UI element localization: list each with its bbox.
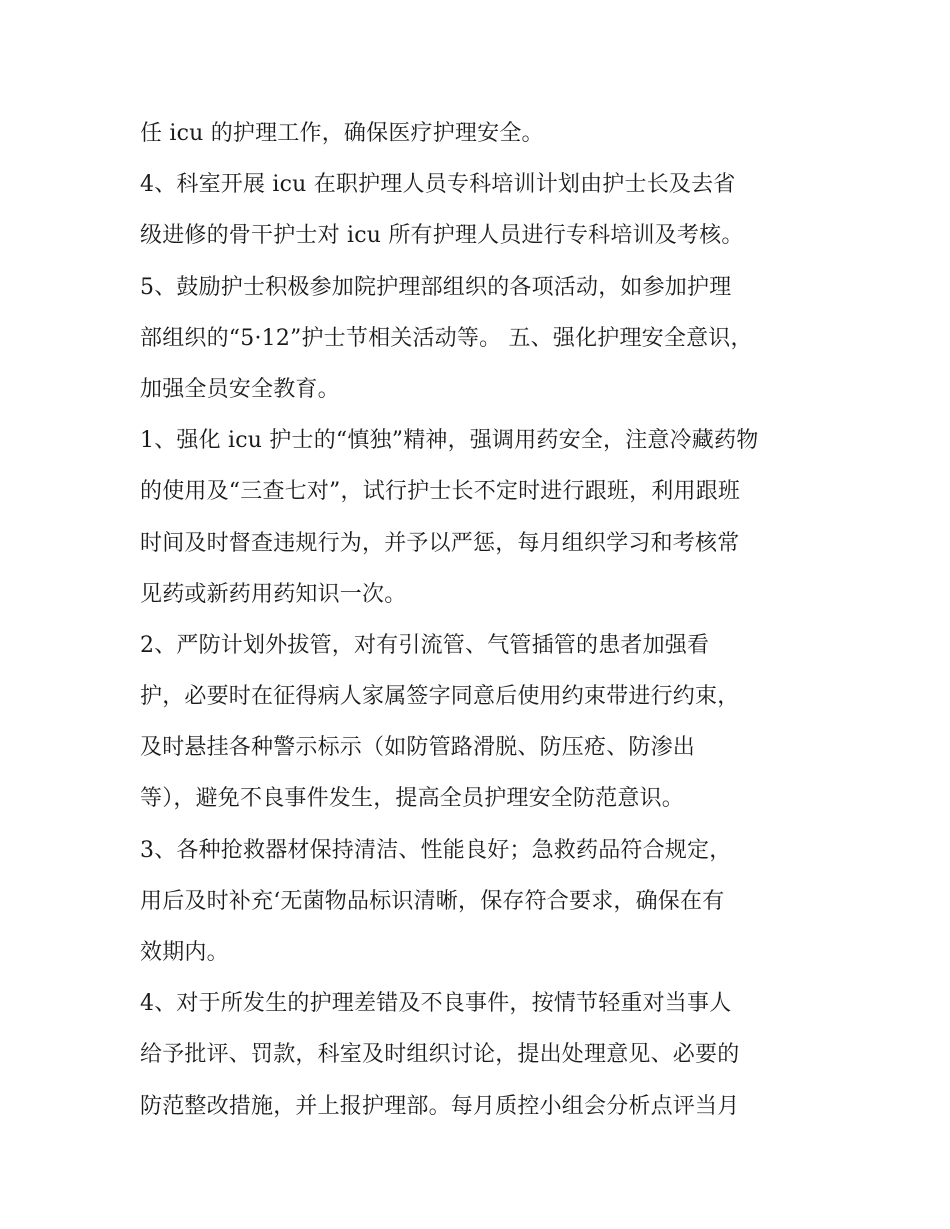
text-line: 护，必要时在征得病人家属签字同意后使用约束带进行约束， (140, 684, 740, 710)
text-line: 的使用及“三查七对”，试行护士长不定时进行跟班，利用跟班 (140, 479, 741, 505)
text-line: 3、各种抢救器材保持清洁、性能良好；急救药品符合规定， (140, 837, 732, 863)
text-line: 等），避免不良事件发生，提高全员护理安全防范意识。 (140, 786, 685, 812)
text-line: 2、严防计划外拔管，对有引流管、气管插管的患者加强看 (140, 632, 710, 658)
text-line: 防范整改措施，并上报护理部。每月质控小组会分析点评当月 (140, 1093, 740, 1119)
text-line: 用后及时补充‘无菌物品标识清晰，保存符合要求，确保在有 (140, 888, 725, 914)
text-line: 1、强化 icu 护士的“慎独”精神，强调用药安全，注意冷藏药物 (140, 428, 759, 454)
text-line: 效期内。 (140, 940, 229, 965)
text-line: 及时悬挂各种警示标示（如防管路滑脱、防压疮、防渗出 (140, 735, 696, 761)
text-line: 部组织的“5·12”护士节相关活动等。 五、强化护理安全意识， (140, 325, 753, 351)
text-line: 4、科室开展 icu 在职护理人员专科培训计划由护士长及去省 (140, 172, 736, 198)
text-line: 级进修的骨干护士对 icu 所有护理人员进行专科培训及考核。 (140, 223, 744, 249)
text-line: 见药或新药用药知识一次。 (140, 581, 407, 607)
text-line: 加强全员安全教育。 (140, 376, 340, 402)
text-line: 给予批评、罚款，科室及时组织讨论，提出处理意见、必要的 (140, 1042, 740, 1068)
text-line: 5、鼓励护士积极参加院护理部组织的各项活动，如参加护理 (140, 274, 732, 300)
document-body (140, 108, 830, 1132)
text-line: 4、对于所发生的护理差错及不良事件，按情节轻重对当事人 (140, 991, 732, 1017)
text-line: 任 icu 的护理工作，确保医疗护理安全。 (140, 121, 544, 146)
text-line: 时间及时督查违规行为，并予以严惩，每月组织学习和考核常 (140, 530, 740, 556)
